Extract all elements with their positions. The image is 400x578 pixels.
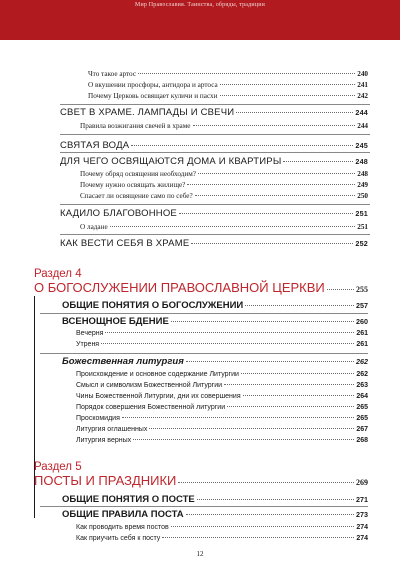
toc-chapter[interactable]	[62, 356, 368, 367]
toc-entry-page: 248	[357, 170, 368, 178]
toc-entry[interactable]	[76, 330, 368, 337]
toc-entry[interactable]	[76, 341, 368, 348]
section-label: Раздел 4	[34, 268, 82, 280]
leader-dots	[220, 84, 356, 85]
toc-entry[interactable]	[76, 415, 368, 422]
toc-chapter-page: 252	[355, 239, 368, 248]
leader-dots	[193, 125, 356, 126]
toc-entry[interactable]	[80, 181, 368, 189]
toc-chapter-title: Божественная литургия	[62, 356, 184, 367]
toc-entry-page: 267	[356, 426, 368, 433]
toc-entry-page: 249	[357, 181, 368, 189]
divider	[60, 234, 370, 235]
toc-entry[interactable]	[80, 170, 368, 178]
section-title[interactable]	[34, 473, 368, 488]
divider	[40, 353, 368, 354]
divider	[40, 313, 368, 314]
toc-entry-title: Что такое артос	[88, 70, 137, 78]
toc-entry[interactable]	[76, 437, 368, 444]
toc-entry[interactable]	[76, 393, 368, 400]
toc-entry-page: 244	[357, 122, 368, 130]
toc-chapter[interactable]	[62, 316, 368, 327]
leader-dots	[241, 373, 354, 374]
toc-entry[interactable]	[76, 426, 368, 433]
toc-entry-title: Происхождение и основное содержание Литургии	[76, 371, 239, 378]
leader-dots	[191, 243, 353, 244]
divider	[60, 134, 370, 135]
toc-entry-page: 262	[356, 371, 368, 378]
toc-entry-title: Почему Церковь освящает куличи и пасхи	[88, 92, 218, 100]
toc-entry-title: Утреня	[76, 341, 100, 348]
section-title[interactable]	[34, 280, 368, 295]
divider	[60, 152, 370, 153]
leader-dots	[186, 514, 354, 515]
toc-entry-page: 263	[356, 382, 368, 389]
toc-entry-title: Порядок совершения Божественной литургии	[76, 404, 226, 411]
toc-chapter[interactable]	[60, 107, 368, 118]
leader-dots	[327, 289, 354, 290]
toc-chapter-page: 262	[356, 357, 368, 366]
leader-dots	[245, 305, 354, 306]
toc-chapter-page: 244	[355, 108, 368, 117]
leader-dots	[187, 184, 355, 185]
toc-entry-page: 265	[356, 404, 368, 411]
leader-dots	[179, 213, 353, 214]
toc-entry-title: Как проводить время постов	[76, 524, 169, 531]
toc-entry-title: Смысл и символизм Божественной Литургии	[76, 382, 223, 389]
running-header: Мир Православия. Таинства, обряды, традиции	[134, 2, 266, 8]
leader-dots	[186, 361, 354, 362]
toc-chapter-page: 248	[355, 157, 368, 166]
leader-dots	[171, 526, 355, 527]
toc-entry[interactable]	[76, 524, 368, 531]
toc-entry-page: 251	[357, 223, 368, 231]
toc-chapter[interactable]	[62, 494, 368, 505]
toc-entry[interactable]	[76, 382, 368, 389]
toc-chapter-title: ОБЩИЕ ПОНЯТИЯ О БОГОСЛУЖЕНИИ	[62, 300, 244, 311]
toc-entry-title: Почему нужно освящать жилище?	[80, 181, 186, 189]
toc-entry[interactable]	[76, 535, 368, 542]
section-title-text: О БОГОСЛУЖЕНИИ ПРАВОСЛАВНОЙ ЦЕРКВИ	[34, 280, 325, 295]
leader-dots	[105, 332, 354, 333]
toc-entry[interactable]	[76, 404, 368, 411]
toc-chapter[interactable]	[60, 238, 368, 249]
leader-dots	[101, 343, 354, 344]
toc-entry-title: Вечерня	[76, 330, 104, 337]
leader-dots	[220, 95, 356, 96]
toc-entry-page: 261	[356, 330, 368, 337]
section-label: Раздел 5	[34, 461, 82, 473]
toc-entry[interactable]	[80, 192, 368, 200]
toc-chapter-page: 260	[356, 317, 368, 326]
divider	[60, 104, 370, 105]
toc-entry-title: Спасает ли освящение само по себе?	[80, 192, 193, 200]
toc-entry[interactable]	[88, 81, 368, 89]
toc-entry-page: 241	[357, 81, 368, 89]
toc-chapter-page: 251	[355, 209, 368, 218]
toc-entry-title: Чины Божественной Литургии, дни их совершения	[76, 393, 241, 400]
toc-entry[interactable]	[88, 92, 368, 100]
leader-dots	[224, 384, 354, 385]
toc-entry[interactable]	[80, 223, 368, 231]
toc-chapter-page: 271	[356, 495, 368, 504]
leader-dots	[227, 406, 354, 407]
toc-chapter[interactable]	[60, 140, 368, 151]
leader-dots	[131, 145, 353, 146]
toc-entry-page: 242	[357, 92, 368, 100]
toc-entry[interactable]	[88, 70, 368, 78]
toc-entry-page: 264	[356, 393, 368, 400]
toc-chapter[interactable]	[62, 509, 368, 520]
leader-dots	[110, 226, 356, 227]
toc-chapter-page: 257	[356, 301, 368, 310]
toc-chapter[interactable]	[62, 300, 368, 311]
leader-dots	[149, 428, 354, 429]
toc-chapter[interactable]	[60, 156, 368, 167]
toc-entry[interactable]	[80, 122, 368, 130]
toc-entry-title: О вкушении просфоры, антидора и артоса	[88, 81, 218, 89]
leader-dots	[198, 173, 355, 174]
toc-entry-page: 240	[357, 70, 368, 78]
leader-dots	[171, 321, 354, 322]
toc-entry-page: 261	[356, 341, 368, 348]
toc-entry-title: О ладане	[80, 223, 108, 231]
leader-dots	[138, 73, 355, 74]
leader-dots	[133, 439, 354, 440]
toc-entry-page: 268	[356, 437, 368, 444]
toc-chapter-title: ОБЩИЕ ПОНЯТИЯ О ПОСТЕ	[62, 494, 195, 505]
page-number: 12	[196, 550, 204, 558]
toc-chapter-title: ВСЕНОЩНОЕ БДЕНИЕ	[62, 316, 169, 327]
leader-dots	[195, 195, 356, 196]
section-page: 269	[356, 478, 368, 487]
leader-dots	[178, 482, 354, 483]
toc-chapter-page: 245	[355, 141, 368, 150]
toc-entry-page: 265	[356, 415, 368, 422]
leader-dots	[283, 161, 353, 162]
toc-entry-title: Проскомидия	[76, 415, 120, 422]
toc-entry[interactable]	[76, 371, 368, 378]
leader-dots	[122, 417, 354, 418]
toc-entry-title: Как приучить себя к посту	[76, 535, 161, 542]
toc-entry-title: Почему обряд освящения необходим?	[80, 170, 196, 178]
toc-chapter-page: 273	[356, 510, 368, 519]
toc-chapter[interactable]	[60, 208, 368, 219]
leader-dots	[243, 395, 355, 396]
toc-chapter-title: КАК ВЕСТИ СЕБЯ В ХРАМЕ	[60, 238, 190, 249]
toc-entry-page: 274	[356, 535, 368, 542]
divider	[40, 506, 368, 507]
toc-chapter-title: СВЯТАЯ ВОДА	[60, 140, 130, 151]
toc-chapter-title: КАДИЛО БЛАГОВОННОЕ	[60, 208, 177, 219]
toc-entry-title: Литургия оглашенных	[76, 426, 148, 433]
toc-chapter-title: ОБЩИЕ ПРАВИЛА ПОСТА	[62, 509, 184, 520]
leader-dots	[236, 112, 353, 113]
toc-chapter-title: СВЕТ В ХРАМЕ. ЛАМПАДЫ И СВЕЧИ	[60, 107, 235, 118]
toc-entry-title: Правила возжигания свечей в храме	[80, 122, 191, 130]
divider	[60, 204, 370, 205]
toc-chapter-title: ДЛЯ ЧЕГО ОСВЯЩАЮТСЯ ДОМА И КВАРТИРЫ	[60, 156, 282, 167]
section-title-text: ПОСТЫ И ПРАЗДНИКИ	[34, 473, 177, 488]
leader-dots	[197, 499, 354, 500]
toc-entry-page: 274	[356, 524, 368, 531]
section-page: 255	[356, 285, 368, 294]
leader-dots	[162, 537, 354, 538]
toc-entry-page: 250	[357, 192, 368, 200]
toc-entry-title: Литургия верных	[76, 437, 132, 444]
